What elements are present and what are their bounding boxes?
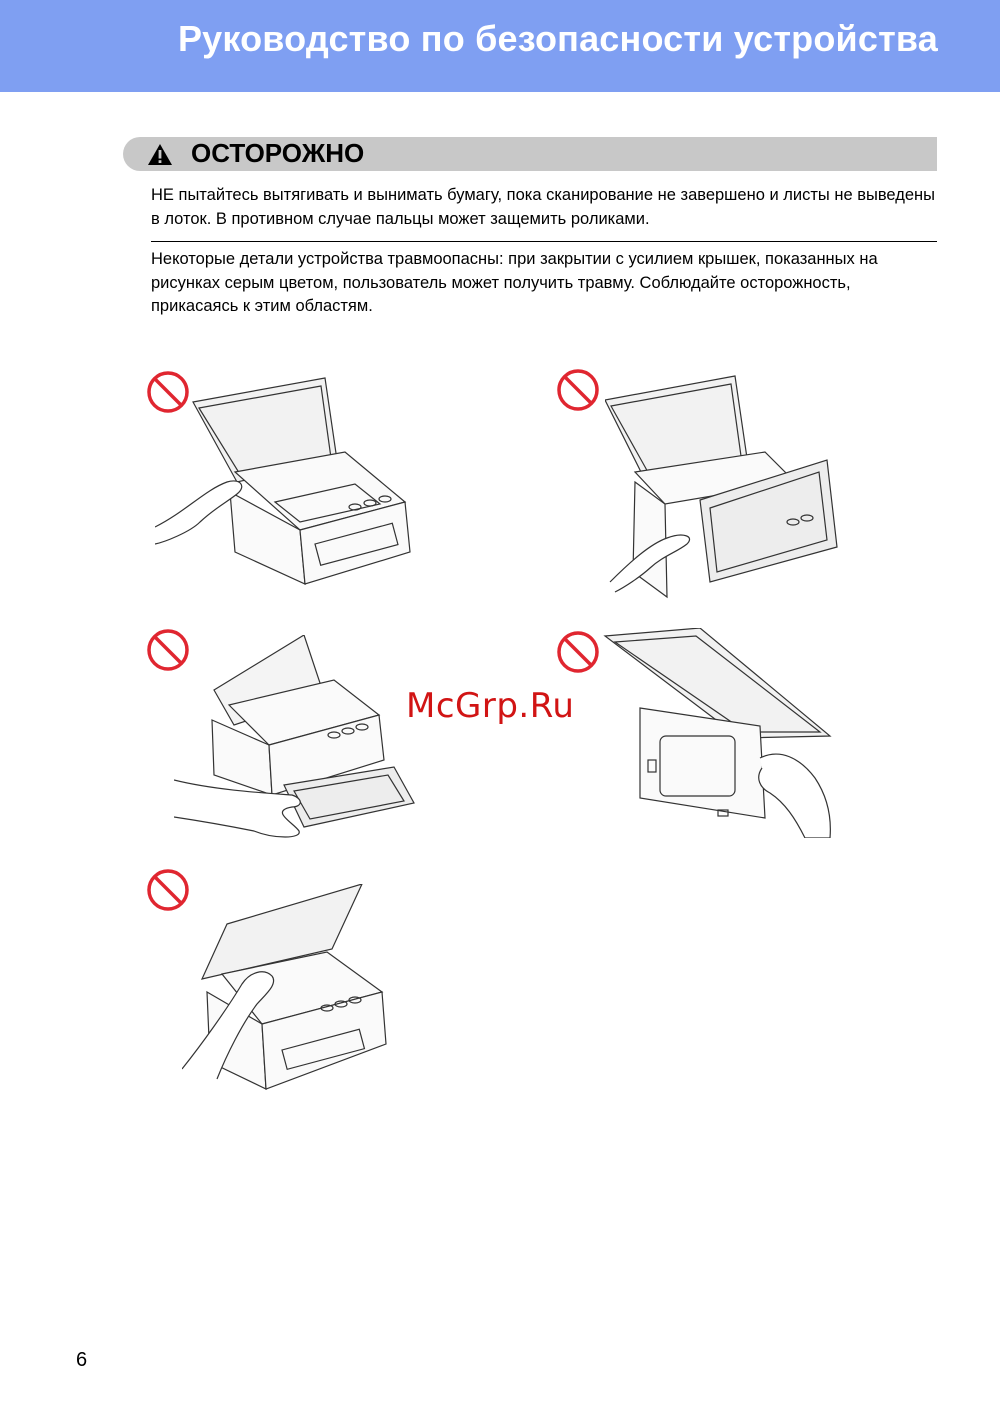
page-title: Руководство по безопасности устройства bbox=[177, 18, 938, 59]
page-number: 6 bbox=[76, 1349, 88, 1371]
scanner-illustration-4 bbox=[600, 628, 835, 838]
prohibited-icon bbox=[556, 630, 600, 674]
scanner-illustration-3 bbox=[174, 635, 424, 845]
caution-paragraph-1: НЕ пытайтесь вытягивать и вынимать бумагу, пока сканирование не завершено и листы не выведены в лоток. В противном случае пальцы может защемить роликами. bbox=[151, 186, 936, 228]
caution-paragraph-2: Некоторые детали устройства травмоопасны: при закрытии с усилием крышек, показанных на рисунках серым цветом, пользователь может получить травму. Соблюдайте осторожность, прикасаясь к этим областям. bbox=[151, 250, 878, 315]
watermark: McGrp.Ru bbox=[406, 686, 575, 726]
divider bbox=[151, 241, 937, 242]
caution-label: ОСТОРОЖНО bbox=[191, 138, 365, 168]
scanner-illustration-5 bbox=[182, 884, 387, 1094]
prohibited-icon bbox=[556, 368, 600, 412]
caution-banner bbox=[123, 137, 937, 171]
warning-triangle-icon bbox=[147, 143, 173, 166]
scanner-illustration-1 bbox=[155, 372, 435, 602]
scanner-illustration-2 bbox=[605, 372, 845, 602]
header-band bbox=[0, 0, 1000, 92]
